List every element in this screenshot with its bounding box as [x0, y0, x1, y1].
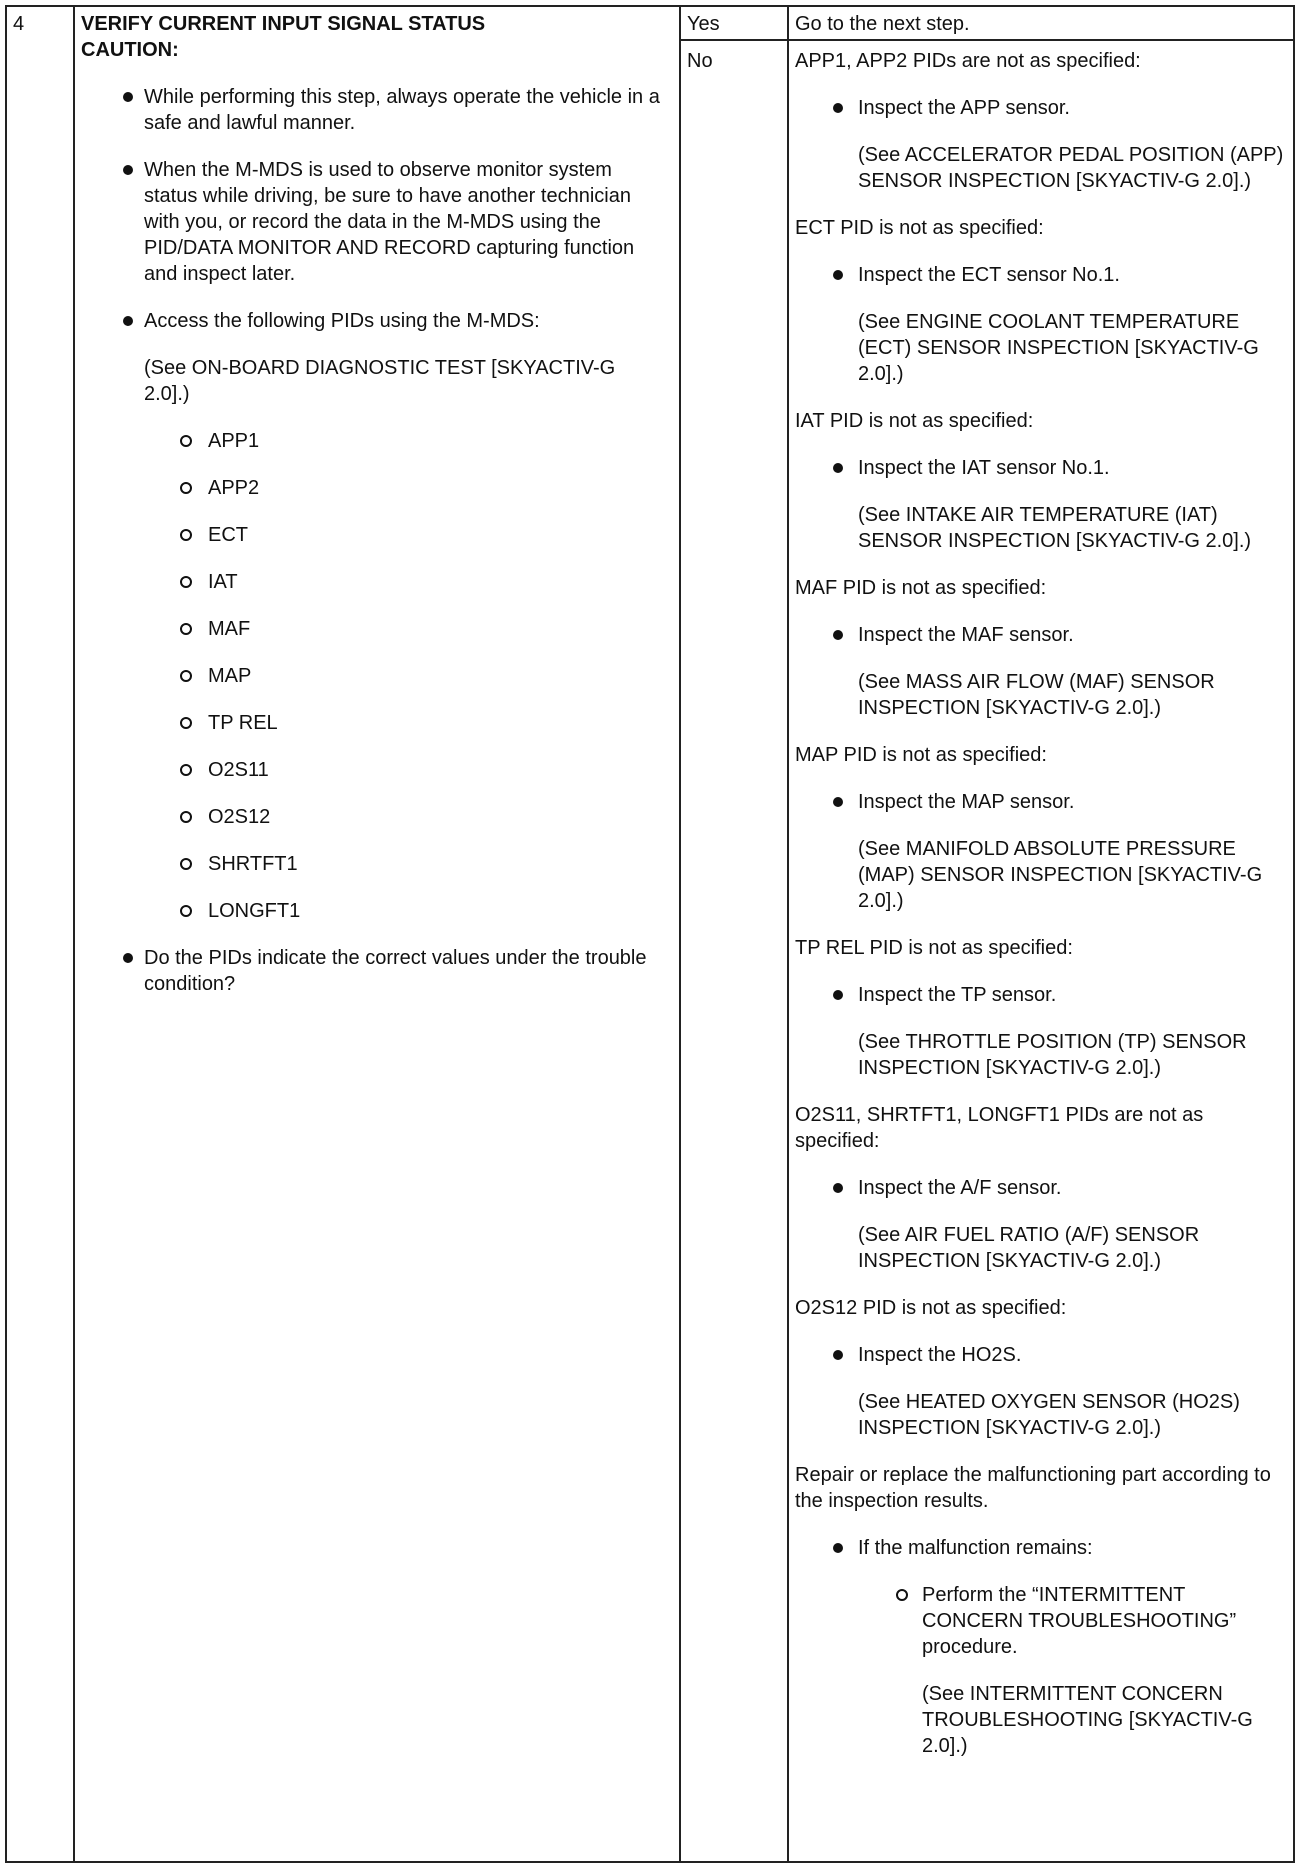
bullet-icon	[123, 953, 133, 963]
sub-bullet-icon	[180, 482, 192, 494]
sub-bullet-icon	[180, 717, 192, 729]
sub-bullet-icon	[180, 858, 192, 870]
list-item: Inspect the MAF sensor. (See MASS AIR FLOW (MAF) SENSOR INSPECTION [SKYACTIV-G 2.0].)	[795, 622, 1289, 721]
no-label: No	[687, 50, 713, 72]
reference-text: (See INTAKE AIR TEMPERATURE (IAT) SENSOR INSPECTION [SKYACTIV-G 2.0].)	[858, 504, 1252, 552]
case-heading: MAF PID is not as specified:	[795, 577, 1047, 599]
step-number: 4	[13, 13, 25, 35]
pid-list	[144, 428, 661, 924]
pid-item: APP2	[144, 475, 661, 501]
bullet-icon	[833, 1350, 843, 1360]
yes-label: Yes	[687, 13, 720, 35]
list-item: Inspect the IAT sensor No.1. (See INTAKE AIR TEMPERATURE (IAT) SENSOR INSPECTION [SKYACTIV-G 2.0].)	[795, 455, 1289, 554]
caution-label: CAUTION:	[81, 39, 179, 61]
bullet-icon	[833, 103, 843, 113]
bullet-icon	[833, 463, 843, 473]
bullet-icon	[833, 270, 843, 280]
sub-bullet-icon	[180, 623, 192, 635]
step-title: VERIFY CURRENT INPUT SIGNAL STATUS	[81, 13, 486, 35]
case-heading: O2S11, SHRTFT1, LONGFT1 PIDs are not as specified:	[795, 1104, 1204, 1152]
list-item: Inspect the MAP sensor. (See MANIFOLD ABSOLUTE PRESSURE (MAP) SENSOR INSPECTION [SKYACTIV-G 2.0].)	[795, 789, 1289, 914]
bullet-icon	[833, 630, 843, 640]
troubleshooting-table	[5, 5, 1295, 1863]
list-item: When the M-MDS is used to observe monitor system status while driving, be sure to have another technician with you, or record the data in the M-MDS using the PID/DATA MONITOR AND RECORD capturing function and inspect later.	[81, 157, 661, 287]
reference-text: (See MASS AIR FLOW (MAF) SENSOR INSPECTION [SKYACTIV-G 2.0].)	[858, 671, 1215, 719]
bullet-icon	[833, 1183, 843, 1193]
list-item: Perform the “INTERMITTENT CONCERN TROUBLESHOOTING” procedure. (See INTERMITTENT CONCERN TROUBLESHOOTING [SKYACTIV-G 2.0].)	[858, 1582, 1289, 1759]
sub-bullet-icon	[180, 811, 192, 823]
pid-item: IAT	[144, 569, 661, 595]
pid-item: TP REL	[144, 710, 661, 736]
no-case	[795, 1295, 1289, 1441]
sub-bullet-icon	[180, 905, 192, 917]
no-case	[795, 408, 1289, 554]
reference-text: (See INTERMITTENT CONCERN TROUBLESHOOTING [SKYACTIV-G 2.0].)	[922, 1683, 1253, 1757]
bullet-icon	[833, 797, 843, 807]
pid-item: MAP	[144, 663, 661, 689]
pid-item: ECT	[144, 522, 661, 548]
bullet-icon	[123, 316, 133, 326]
no-case	[795, 1102, 1289, 1274]
case-heading: MAP PID is not as specified:	[795, 744, 1047, 766]
reference-text: (See ENGINE COOLANT TEMPERATURE (ECT) SENSOR INSPECTION [SKYACTIV-G 2.0].)	[858, 311, 1259, 385]
pid-item: MAF	[144, 616, 661, 642]
case-heading: O2S12 PID is not as specified:	[795, 1297, 1067, 1319]
list-item: Inspect the HO2S. (See HEATED OXYGEN SENSOR (HO2S) INSPECTION [SKYACTIV-G 2.0].)	[795, 1342, 1289, 1441]
list-item: Inspect the TP sensor. (See THROTTLE POSITION (TP) SENSOR INSPECTION [SKYACTIV-G 2.0].)	[795, 982, 1289, 1081]
sub-bullet-icon	[180, 435, 192, 447]
step-cell	[81, 11, 661, 997]
bullet-icon	[833, 990, 843, 1000]
pid-item: LONGFT1	[144, 898, 661, 924]
sub-bullet-icon	[180, 576, 192, 588]
list-item: While performing this step, always operate the vehicle in a safe and lawful manner.	[81, 84, 661, 136]
column-divider	[679, 7, 681, 1861]
no-case	[795, 935, 1289, 1081]
list-item: If the malfunction remains: Perform the “INTERMITTENT CONCERN TROUBLESHOOTING” procedure. (See INTERMITTENT CONCERN TROUBLESHOOTING [SKYACTIV-G 2.0].)	[795, 1535, 1289, 1759]
pid-item: O2S12	[144, 804, 661, 830]
no-case	[795, 575, 1289, 721]
no-cases	[795, 48, 1289, 1441]
yes-action: Go to the next step.	[795, 13, 970, 35]
list-item: Access the following PIDs using the M-MDS: (See ON-BOARD DIAGNOSTIC TEST [SKYACTIV-G 2.0].) APP1 APP2 ECT IAT MAF MAP TP REL O2S11 O2S12 SHRTFT1 LONGFT1	[81, 308, 661, 924]
no-case	[795, 215, 1289, 387]
case-heading: ECT PID is not as specified:	[795, 217, 1044, 239]
sub-bullet-icon	[896, 1589, 908, 1601]
caution-list	[81, 84, 661, 997]
reference-text: (See ACCELERATOR PEDAL POSITION (APP) SENSOR INSPECTION [SKYACTIV-G 2.0].)	[858, 144, 1284, 192]
no-action-cell	[795, 48, 1289, 1759]
bullet-icon	[123, 92, 133, 102]
reference-text: (See THROTTLE POSITION (TP) SENSOR INSPECTION [SKYACTIV-G 2.0].)	[858, 1031, 1247, 1079]
pid-item: O2S11	[144, 757, 661, 783]
case-heading: TP REL PID is not as specified:	[795, 937, 1073, 959]
pid-item: APP1	[144, 428, 661, 454]
case-heading: IAT PID is not as specified:	[795, 410, 1034, 432]
repair-text: Repair or replace the malfunctioning part according to the inspection results.	[795, 1464, 1271, 1512]
sub-bullet-icon	[180, 670, 192, 682]
pid-item: SHRTFT1	[144, 851, 661, 877]
reference-text: (See AIR FUEL RATIO (A/F) SENSOR INSPECTION [SKYACTIV-G 2.0].)	[858, 1224, 1200, 1272]
question-text: Do the PIDs indicate the correct values under the trouble condition?	[144, 947, 647, 995]
bullet-icon	[123, 165, 133, 175]
column-divider	[787, 7, 789, 1861]
list-item	[81, 945, 661, 997]
list-item: Inspect the A/F sensor. (See AIR FUEL RATIO (A/F) SENSOR INSPECTION [SKYACTIV-G 2.0].)	[795, 1175, 1289, 1274]
no-case	[795, 48, 1289, 194]
reference-text: (See HEATED OXYGEN SENSOR (HO2S) INSPECTION [SKYACTIV-G 2.0].)	[858, 1391, 1240, 1439]
column-divider	[73, 7, 75, 1861]
reference-text: (See MANIFOLD ABSOLUTE PRESSURE (MAP) SENSOR INSPECTION [SKYACTIV-G 2.0].)	[858, 838, 1263, 912]
list-item: Inspect the ECT sensor No.1. (See ENGINE COOLANT TEMPERATURE (ECT) SENSOR INSPECTION [SKYACTIV-G 2.0].)	[795, 262, 1289, 387]
sub-bullet-icon	[180, 529, 192, 541]
reference-text: (See ON-BOARD DIAGNOSTIC TEST [SKYACTIV-G 2.0].)	[144, 357, 616, 405]
no-case	[795, 742, 1289, 914]
list-item: Inspect the APP sensor. (See ACCELERATOR PEDAL POSITION (APP) SENSOR INSPECTION [SKYACTIV-G 2.0].)	[795, 95, 1289, 194]
row-divider	[679, 39, 1293, 41]
bullet-icon	[833, 1543, 843, 1553]
case-heading: APP1, APP2 PIDs are not as specified:	[795, 50, 1141, 72]
sub-bullet-icon	[180, 764, 192, 776]
